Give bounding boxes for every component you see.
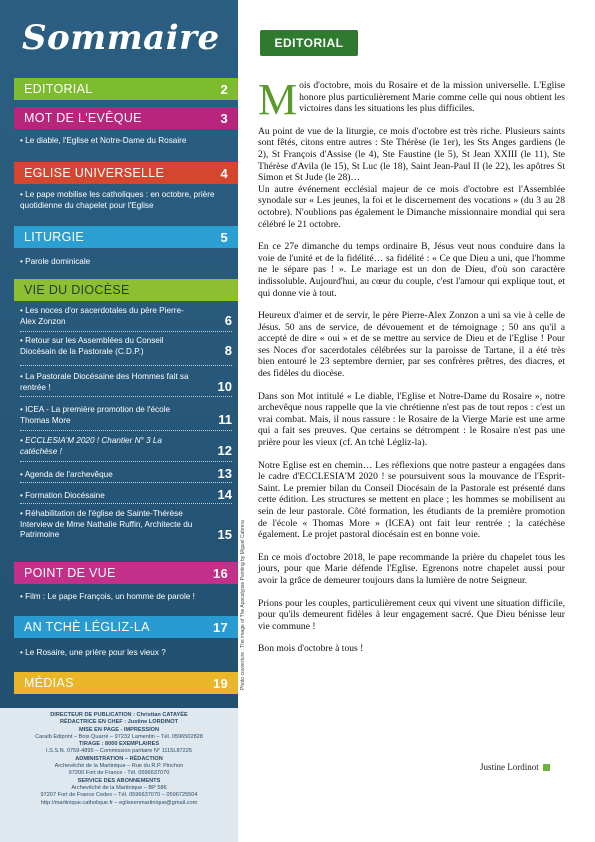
section-eglise-universelle[interactable] — [14, 162, 238, 184]
paragraph: En ce 27e dimanche du temps ordinaire B, Jésus veut nous conduire dans la voie de l'unité et de la fidélité… sa fidélité : « Ce que Dieu a uni, que l'homme ne le sépare pas ! ». Le mariage est un don de Dieu, d'où son caractère indissoluble. Aujourd'hui, au cœur du couple, c'est l'amour qui explique tout, et qui donne vie à tout. — [258, 241, 565, 299]
list-item[interactable]: • Retour sur les Assemblées du Conseil Diocésain de la Pastorale (C.D.P.) 8 — [20, 336, 232, 358]
section-label: MOT DE L'EVÊQUE — [24, 111, 142, 125]
section-editorial[interactable] — [14, 78, 238, 100]
paragraph: Au point de vue de la liturgie, ce mois d'octobre est très riche. Plusieurs saints sont fêtés, citons entre autres : Ste Thérèse (le 1er), les Sts Anges gardiens (le 2), St François d'Assise (le 4), Ste Faustine (le 5), St Jean XXIII (le 11), Ste Thérèse d'Avila (le 15), St Luc (le 18), Saint Jean-Paul II (le 22), les apôtres St Simon et St Jude (le 28)… — [258, 125, 565, 184]
section-page: 3 — [220, 110, 228, 126]
section-label: EDITORIAL — [24, 82, 93, 96]
section-label: AN TCHÈ LÉGLIZ-LA — [24, 620, 150, 634]
list-item[interactable]: • Agenda de l'archevêque 13 — [20, 466, 232, 481]
list-item[interactable]: • Les noces d'or sacerdotales du père Pierre-Alex Zonzon 6 — [20, 306, 232, 328]
section-page: 5 — [220, 229, 228, 245]
signature: Justine Lordinot — [480, 762, 550, 772]
section-label: LITURGIE — [24, 230, 85, 244]
section-mot-eveque[interactable] — [14, 107, 238, 129]
section-page: 19 — [212, 675, 228, 691]
list-item[interactable]: • Parole dominicale — [20, 257, 91, 266]
section-label: VIE DU DIOCÈSE — [24, 283, 130, 297]
list-item[interactable]: • La Pastorale Diocésaine des Hommes fait sa rentrée ! 10 — [20, 372, 232, 394]
publication-credits: DIRECTEUR DE PUBLICATION : Christian CATAYÉE RÉDACTRICE EN CHEF : Justine LORDINOT MISE EN PAGE - IMPRESSION Caraïb Ediprint – Bois Quarré – 97232 Lamentin – Tél. 0596502828 TIRAGE : 8000 EXEMPLAIRES I.S.S.N. 0759-4895 – Commission paritaire N° 1115L87225 ADMINISTRATION – RÉDACTION Archevêché de la Martinique – Rue du R.P. Pinchon 97200 Fort de France - Tél. 0596637070 SERVICE DES ABONNEMENTS Archevêché de la Martinique – BP 586 97207 Fort de France Cedex – Tél. 0596637070 – 0596725504 http://martinique.catholique.fr – egliseenmartinique@gmail.com — [0, 708, 238, 842]
list-item[interactable]: • Réhabilitation de l'église de Sainte-Thérèse Interview de Mme Nathalie Ruffin, Architecte du Patrimoine 15 — [20, 509, 232, 542]
divider — [20, 482, 232, 483]
paragraph: Heureux d'aimer et de servir, le père Pierre-Alex Zonzon a uni sa vie à celle de Jésus. 50 ans de service, de dévouement et de témoignage ; 50 ans qu'il a accepté de dire « oui » et de se mettre au service de Dieu et de l'Eglise ! Pour ses Noces d'or sacerdotales célébrées sur la paroisse de Tartane, il a été très bien entouré le 23 septembre dernier, par ses confrères prêtres, des diacres, et des fidèles du diocèse. — [258, 310, 565, 380]
section-page: 16 — [212, 565, 228, 581]
paragraph: Un autre événement ecclésial majeur de ce mois d'octobre est l'Assemblée synodale sur « Les jeunes, la foi et le discernement des vocations » (du 3 au 28 octobre). N'oublions pas également le Dimanche missionnaire mondial qui sera célébré le 21 octobre. — [258, 183, 565, 230]
section-label: EGLISE UNIVERSELLE — [24, 166, 165, 180]
paragraph: Mois d'octobre, mois du Rosaire et de la mission universelle. L'Eglise honore plus particulièrement Marie comme celle qui nous obtient les victoires dans les situations les plus difficiles. — [258, 75, 565, 124]
section-vie-diocese[interactable] — [14, 279, 238, 301]
list-item[interactable]: • ECCLESIA'M 2020 ! Chantier N° 3 La catéchèse ! 12 — [20, 436, 232, 458]
list-item[interactable]: • Formation Diocésaine 14 — [20, 487, 232, 502]
photo-credit: Photo couverture : The image of The Apocalypse Painting by Miguel Cabrera — [240, 520, 246, 690]
divider — [20, 430, 232, 431]
list-item[interactable]: • Le pape mobilise les catholiques : en octobre, prière quotidienne du chapelet pour l'Eglise — [20, 190, 215, 210]
section-page: 2 — [220, 81, 228, 97]
section-an-tche-legliz-la[interactable] — [14, 616, 238, 638]
editorial-body — [258, 75, 565, 666]
list-item[interactable]: • Le diable, l'Eglise et Notre-Dame du Rosaire — [20, 136, 187, 145]
divider — [20, 331, 232, 332]
section-medias[interactable] — [14, 672, 238, 694]
sommaire-title: Sommaire — [22, 18, 220, 58]
divider — [20, 365, 232, 366]
dropcap: M — [258, 75, 298, 124]
list-item[interactable]: • Le Rosaire, une prière pour les vieux ? — [20, 648, 166, 657]
paragraph: En ce mois d'octobre 2018, le pape recommande la prière du chapelet tous les jours, pour que Marie défende l'Eglise. Egrenons notre chapelet aussi pour avoir la grâce de demeurer toujours dans la lumière de notre Seigneur. — [258, 551, 565, 586]
section-point-de-vue[interactable] — [14, 562, 238, 584]
divider — [20, 503, 232, 504]
list-item[interactable]: • Film : Le pape François, un homme de parole ! — [20, 592, 195, 601]
paragraph: Bon mois d'octobre à tous ! — [258, 643, 364, 655]
section-label: POINT DE VUE — [24, 566, 116, 580]
section-label: MÉDIAS — [24, 676, 74, 690]
paragraph: Notre Eglise est en chemin… Les réflexions que notre pasteur a engagées dans le cadre d'ECCLESIA'M 2020 ! se poursuivent sous la mouvance de l'Esprit-Saint. Le premier bilan du Conseil Diocésain de la Pastorale est présenté dans cette édition. Les structures se mettent en place ; les hommes se mobilisent au sein de leur pastorale. Côté formation, les étudiants de la première promotion de l'école « Thomas More » (ICEA) ont fait leur rentrée ; la catéchèse également. Le projet pastoral diocésain est en bonne voie. — [258, 459, 565, 541]
editorial-badge: EDITORIAL — [260, 30, 358, 56]
square-icon — [543, 764, 550, 771]
contact-link[interactable]: http://martinique.catholique.fr – egliseenmartinique@gmail.com — [40, 799, 198, 806]
section-liturgie[interactable] — [14, 226, 238, 248]
divider — [20, 461, 232, 462]
list-item[interactable]: • ICEA - La première promotion de l'école Thomas More 11 — [20, 405, 232, 427]
section-page: 17 — [212, 619, 228, 635]
paragraph: Prions pour les couples, particulièrement ceux qui vivent une situation difficile, pour qu'ils demeurent fidèles à leur engagement sacré. Que Dieu bénisse leur vie commune ! — [258, 597, 565, 632]
section-page: 4 — [220, 165, 228, 181]
paragraph: Dans son Mot intitulé « Le diable, l'Eglise et Notre-Dame du Rosaire », notre archevêque nous rappelle que la vie chrétienne n'est pas de tout repos : c'est un vrai combat. Mais, il nous rassure : le Rosaire de la Vierge Marie est une arme qui a fait ses preuves. Que certains se détrompent : le Rosaire n'est pas une prière pour les vieux (cf. An tchè Légliz-la). — [258, 390, 565, 449]
table-of-contents-sidebar — [0, 0, 238, 842]
divider — [20, 396, 232, 397]
